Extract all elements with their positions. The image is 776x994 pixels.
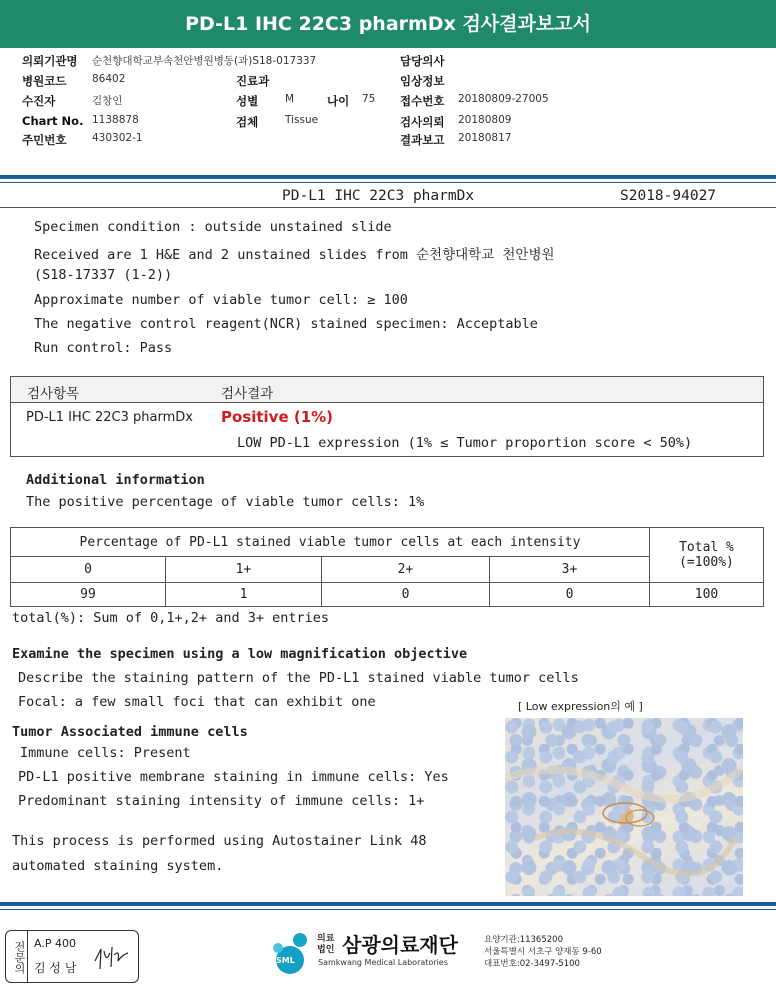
report-date-label: 결과보고	[400, 133, 445, 147]
sex-label: 성별	[236, 94, 259, 108]
intensity-total: 100	[650, 583, 764, 607]
case-number-line: (S18-17337 (1-2))	[34, 267, 173, 283]
divider-bottom-thin	[0, 909, 776, 910]
clinical-info-label: 임상정보	[400, 74, 445, 88]
receipt-value: 20180809-27005	[458, 93, 549, 105]
org-address: 서울특별시 서초구 양재동 9-60	[484, 947, 602, 957]
result-item: PD-L1 IHC 22C3 pharmDx	[26, 410, 193, 425]
doctor-name: 김 성 남	[34, 961, 77, 975]
intensity-value-3: 0	[490, 583, 650, 607]
examine-line1: Describe the staining pattern of the PD-L1 stained viable tumor cells	[18, 670, 579, 686]
org-name: 삼광의료재단	[342, 933, 458, 957]
hospital-code-value: 86402	[92, 73, 126, 85]
report-title: PD-L1 IHC 22C3 pharmDx 검사결과보고서	[0, 0, 776, 48]
result-table-header	[11, 377, 763, 403]
received-line: Received are 1 H&E and 2 unstained slides from 순천향대학교 천안병원	[34, 247, 555, 263]
intensity-value-0: 99	[11, 583, 166, 607]
divider-bottom	[0, 902, 776, 906]
org-english-name: Samkwang Medical Laboratories	[318, 958, 448, 967]
intensity-header: Percentage of PD-L1 stained viable tumor cells at each intensity	[11, 528, 650, 557]
doctor-label: 담당의사	[400, 54, 445, 68]
resident-no-label: 주민번호	[22, 133, 67, 147]
signature-image	[92, 941, 132, 975]
item-header: 검사항목	[27, 386, 80, 402]
immune-title: Tumor Associated immune cells	[12, 724, 248, 740]
divider-top-thin	[0, 182, 776, 183]
doctor-code: A.P 400	[34, 937, 76, 950]
additional-title: Additional information	[26, 472, 205, 488]
report-date-value: 20180817	[458, 132, 512, 144]
org-contact	[484, 934, 602, 970]
ihc-staining-overlay	[505, 718, 743, 896]
institution-label: 의뢰기관명	[22, 54, 78, 68]
total-header	[650, 528, 764, 583]
process-line2: automated staining system.	[12, 858, 224, 874]
org-phone: 대표번호:02-3497-5100	[484, 959, 580, 969]
intensity-table	[10, 527, 764, 607]
ihc-sample-image	[505, 718, 743, 896]
receipt-label: 접수번호	[400, 94, 445, 108]
run-control-line: Run control: Pass	[34, 340, 173, 356]
image-caption: [ Low expression의 예 ]	[518, 700, 643, 713]
resident-no-value: 430302-1	[92, 132, 143, 144]
care-code: 요양기관:11365200	[484, 935, 563, 945]
test-name-heading: PD-L1 IHC 22C3 pharmDx	[282, 188, 475, 204]
org-prefix-line2: 법인	[317, 945, 335, 955]
immune-line1: Immune cells: Present	[20, 745, 191, 761]
intensity-value-1: 1	[166, 583, 322, 607]
ncr-line: The negative control reagent(NCR) stained specimen: Acceptable	[34, 316, 538, 332]
result-positive: Positive (1%)	[221, 408, 334, 426]
intensity-col-2: 2+	[322, 557, 490, 583]
intensity-value-2: 0	[322, 583, 490, 607]
hospital-code-label: 병원코드	[22, 74, 67, 88]
signature-box	[5, 930, 139, 983]
specimen-label: 검체	[236, 115, 259, 129]
sex-value: M	[285, 93, 295, 105]
divider-top	[0, 175, 776, 179]
sml-logo-icon	[270, 930, 314, 976]
intensity-col-1: 1+	[166, 557, 322, 583]
result-table	[10, 376, 764, 457]
immune-line3: Predominant staining intensity of immune cells: 1+	[18, 793, 425, 809]
total-header-line2: (=100%)	[679, 555, 734, 570]
collector-value: 김창인	[92, 95, 123, 107]
age-value: 75	[362, 93, 376, 105]
department-label: 진료과	[236, 74, 270, 88]
examine-title: Examine the specimen using a low magnification objective	[12, 646, 468, 662]
request-value: 20180809	[458, 114, 512, 126]
additional-text: The positive percentage of viable tumor cells: 1%	[26, 494, 425, 510]
specimen-condition-line: Specimen condition : outside unstained slide	[34, 219, 392, 235]
examine-line2: Focal: a few small foci that can exhibit one	[18, 694, 376, 710]
age-label: 나이	[327, 94, 350, 108]
result-header: 검사결과	[221, 386, 274, 402]
chart-no-label: Chart No.	[22, 114, 84, 128]
total-note: total(%): Sum of 0,1+,2+ and 3+ entries	[12, 610, 329, 626]
specimen-value: Tissue	[285, 114, 319, 126]
org-prefix-line1: 의료	[317, 934, 335, 944]
collector-label: 수진자	[22, 94, 56, 108]
divider-heading	[0, 207, 776, 208]
expression-level: LOW PD-L1 expression (1% ≤ Tumor proportion score < 50%)	[237, 435, 693, 451]
chart-no-value: 1138878	[92, 114, 139, 126]
sml-logo-text: SML	[276, 956, 295, 965]
specialist-stamp-label: 전문의	[6, 931, 28, 982]
report-id: S2018-94027	[620, 188, 717, 204]
intensity-col-0: 0	[11, 557, 166, 583]
intensity-col-3: 3+	[490, 557, 650, 583]
sml-logo	[270, 930, 314, 976]
request-label: 검사의뢰	[400, 115, 445, 129]
org-prefix	[317, 934, 334, 956]
total-header-line1: Total %	[679, 540, 734, 555]
institution-value: 순천향대학교부속천안병원병동(과)S18-017337	[92, 55, 317, 67]
immune-line2: PD-L1 positive membrane staining in immune cells: Yes	[18, 769, 449, 785]
process-line1: This process is performed using Autostainer Link 48	[12, 833, 427, 849]
viable-tumor-line: Approximate number of viable tumor cell: ≥ 100	[34, 292, 408, 308]
